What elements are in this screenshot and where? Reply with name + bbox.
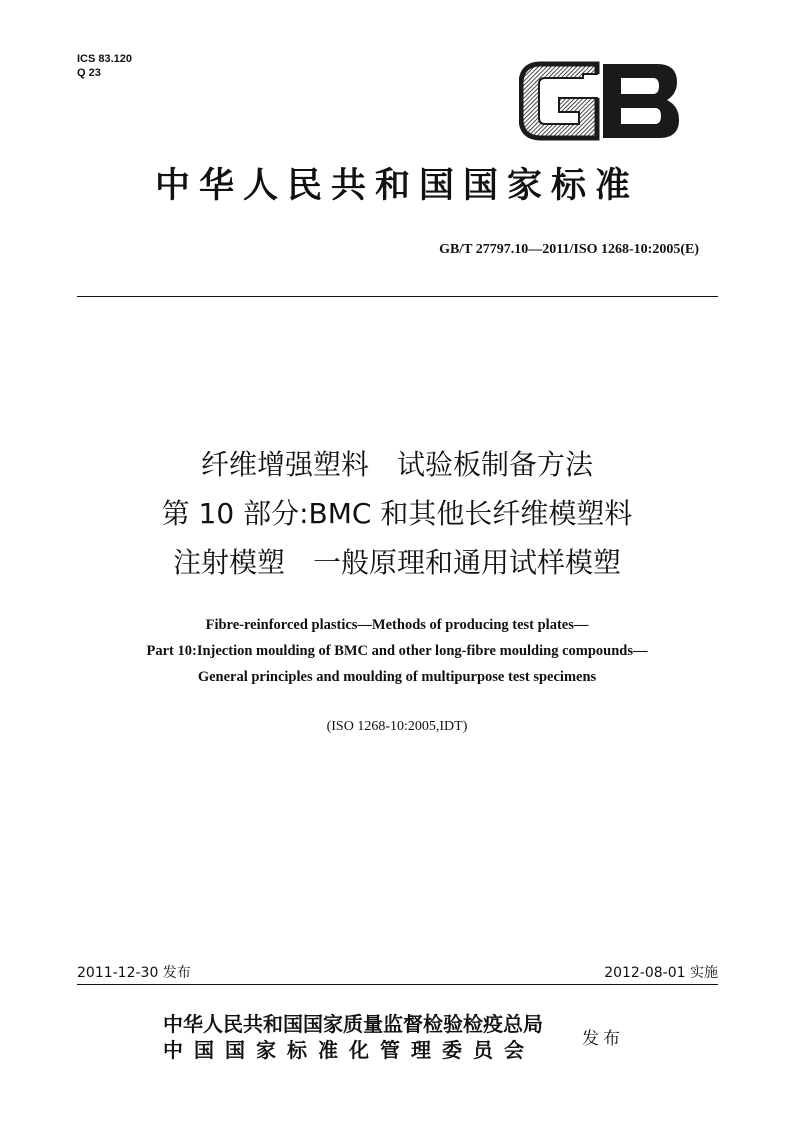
standard-number: GB/T 27797.10—2011/ISO 1268-10:2005(E)	[439, 242, 699, 257]
issuer-sac: 中国国家标准化管理委员会	[163, 1038, 535, 1062]
gb-logo-g-shape	[521, 64, 597, 138]
gb-logo-icon	[519, 60, 681, 142]
gb-logo-b-shape	[603, 64, 679, 138]
english-title-line-2: Part 10:Injection moulding of BMC and other long-fibre moulding compounds—	[146, 643, 648, 659]
ccs-code: Q 23	[77, 67, 101, 79]
english-title-line-3: General principles and moulding of multipurpose test specimens	[197, 669, 597, 685]
publish-label: 发布	[582, 1029, 624, 1049]
chinese-title-line-2: 第 10 部分:BMC 和其他长纤维模塑料	[161, 497, 633, 530]
chinese-title-line-1: 纤维增强塑料 试验板制备方法	[200, 448, 593, 481]
implementation-date: 2012-08-01 实施	[604, 965, 718, 981]
issue-date: 2011-12-30 发布	[77, 965, 191, 981]
english-title-line-1: Fibre-reinforced plastics—Methods of producing test plates—	[205, 617, 589, 633]
top-divider	[77, 296, 718, 297]
chinese-title	[0, 440, 794, 587]
national-standard-title: 中华人民共和国国家标准	[154, 165, 639, 206]
iso-reference: (ISO 1268-10:2005,IDT)	[326, 719, 468, 734]
chinese-title-line-3: 注射模塑 一般原理和通用试样模塑	[172, 546, 621, 579]
bottom-divider	[77, 984, 718, 985]
gb-logo	[519, 60, 681, 142]
english-title	[0, 612, 794, 690]
ics-code: ICS 83.120	[77, 53, 133, 65]
classification-codes	[77, 52, 132, 80]
issuer-aqsiq: 中华人民共和国国家质量监督检验检疫总局	[163, 1012, 543, 1036]
